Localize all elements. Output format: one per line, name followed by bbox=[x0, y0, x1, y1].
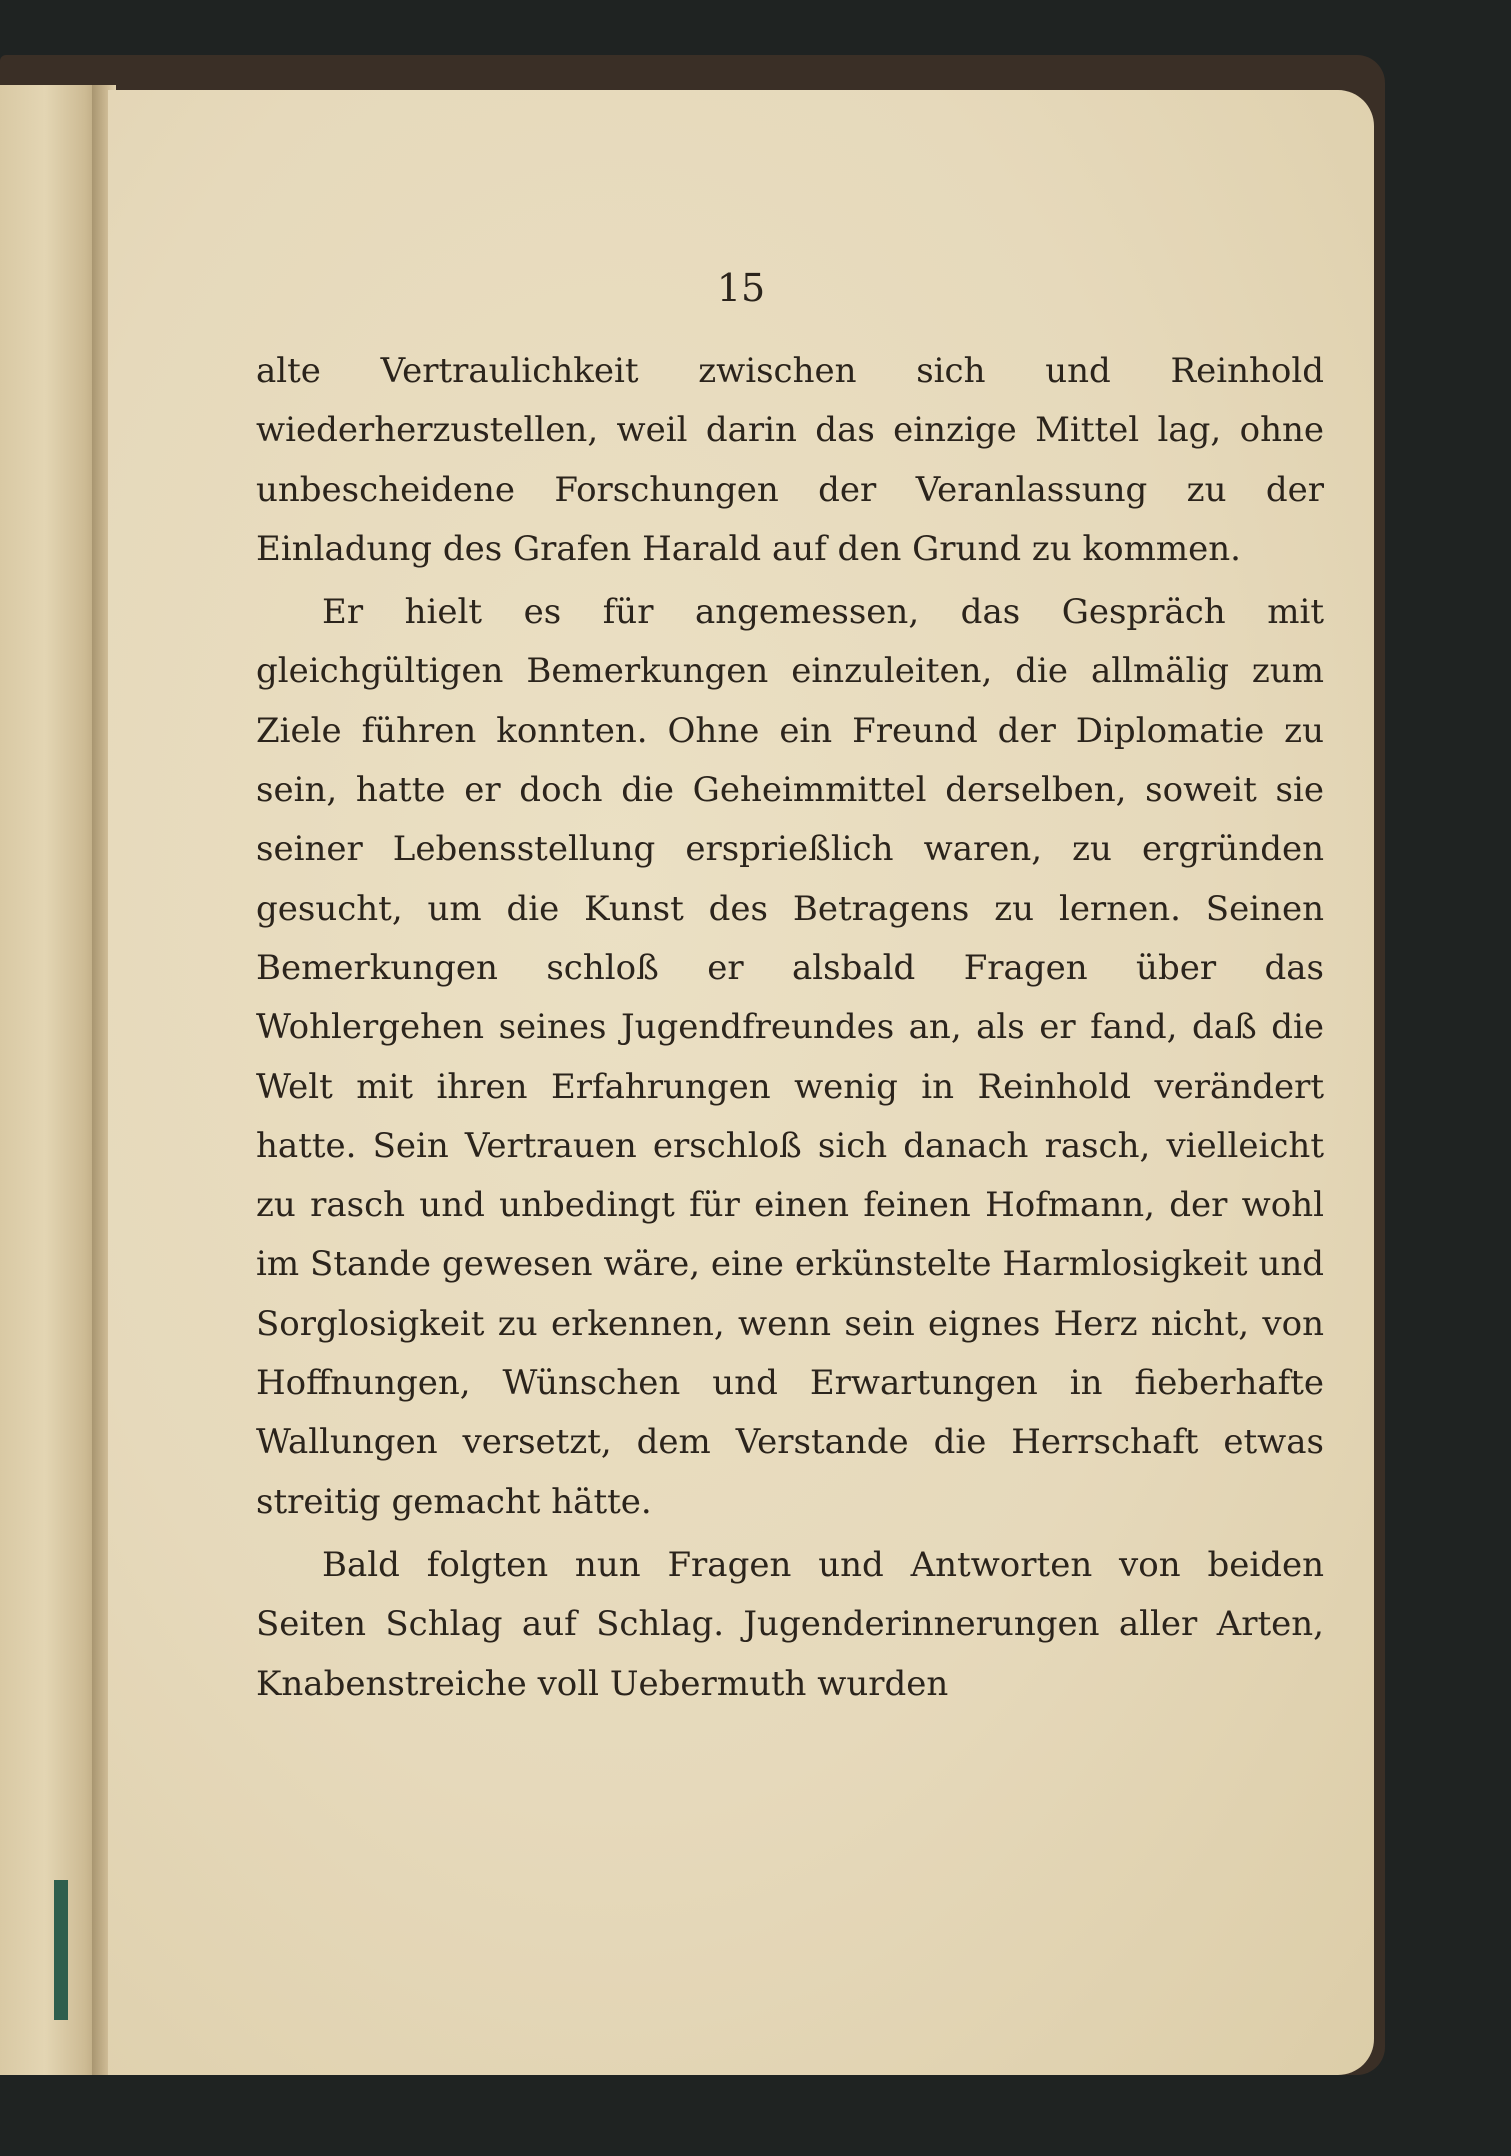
paragraph-2: Er hielt es für angemessen, das Gespräch mit gleichgültigen Bemerkungen einzuleiten, die allmälig zum Ziele führen konnten. Ohne ein Freund der Diplomatie zu sein, hatte er doch die Geheimmittel derselben, soweit sie seiner Lebensstellung ersprießlich waren, zu ergründen gesucht, um die Kunst des Betragens zu lernen. Seinen Bemerkungen schloß er alsbald Fragen über das Wohlergehen seines Jugendfreundes an, als er fand, daß die Welt mit ihren Erfahrungen wenig in Reinhold verändert hatte. Sein Vertrauen erschloß sich danach rasch, vielleicht zu rasch und unbedingt für einen feinen Hofmann, der wohl im Stande gewesen wäre, eine erkünstelte Harmlosigkeit und Sorglosigkeit zu erkennen, wenn sein eignes Herz nicht, von Hoffnungen, Wünschen und Erwartungen in fieberhafte Wallungen versetzt, dem Verstande die Herrschaft etwas streitig gemacht hätte. bbox=[256, 592, 1324, 1522]
paragraph-3: Bald folgten nun Fragen und Antworten von beiden Seiten Schlag auf Schlag. Jugenderinnerungen aller Arten, Knabenstreiche voll Uebermuth wurden bbox=[256, 1544, 1324, 1704]
facing-page-edge bbox=[0, 85, 100, 2075]
book-page bbox=[108, 90, 1374, 2075]
page-body bbox=[256, 342, 1324, 1718]
paragraph-1: alte Vertraulichkeit zwischen sich und Reinhold wiederherzustellen, weil darin das einzige Mittel lag, ohne unbescheidene Forschungen der Veranlassung zu der Einladung des Grafen Harald auf den Grund zu kommen. bbox=[256, 351, 1324, 569]
page-number: 15 bbox=[716, 266, 766, 310]
bookmark-edge bbox=[54, 1880, 68, 2020]
